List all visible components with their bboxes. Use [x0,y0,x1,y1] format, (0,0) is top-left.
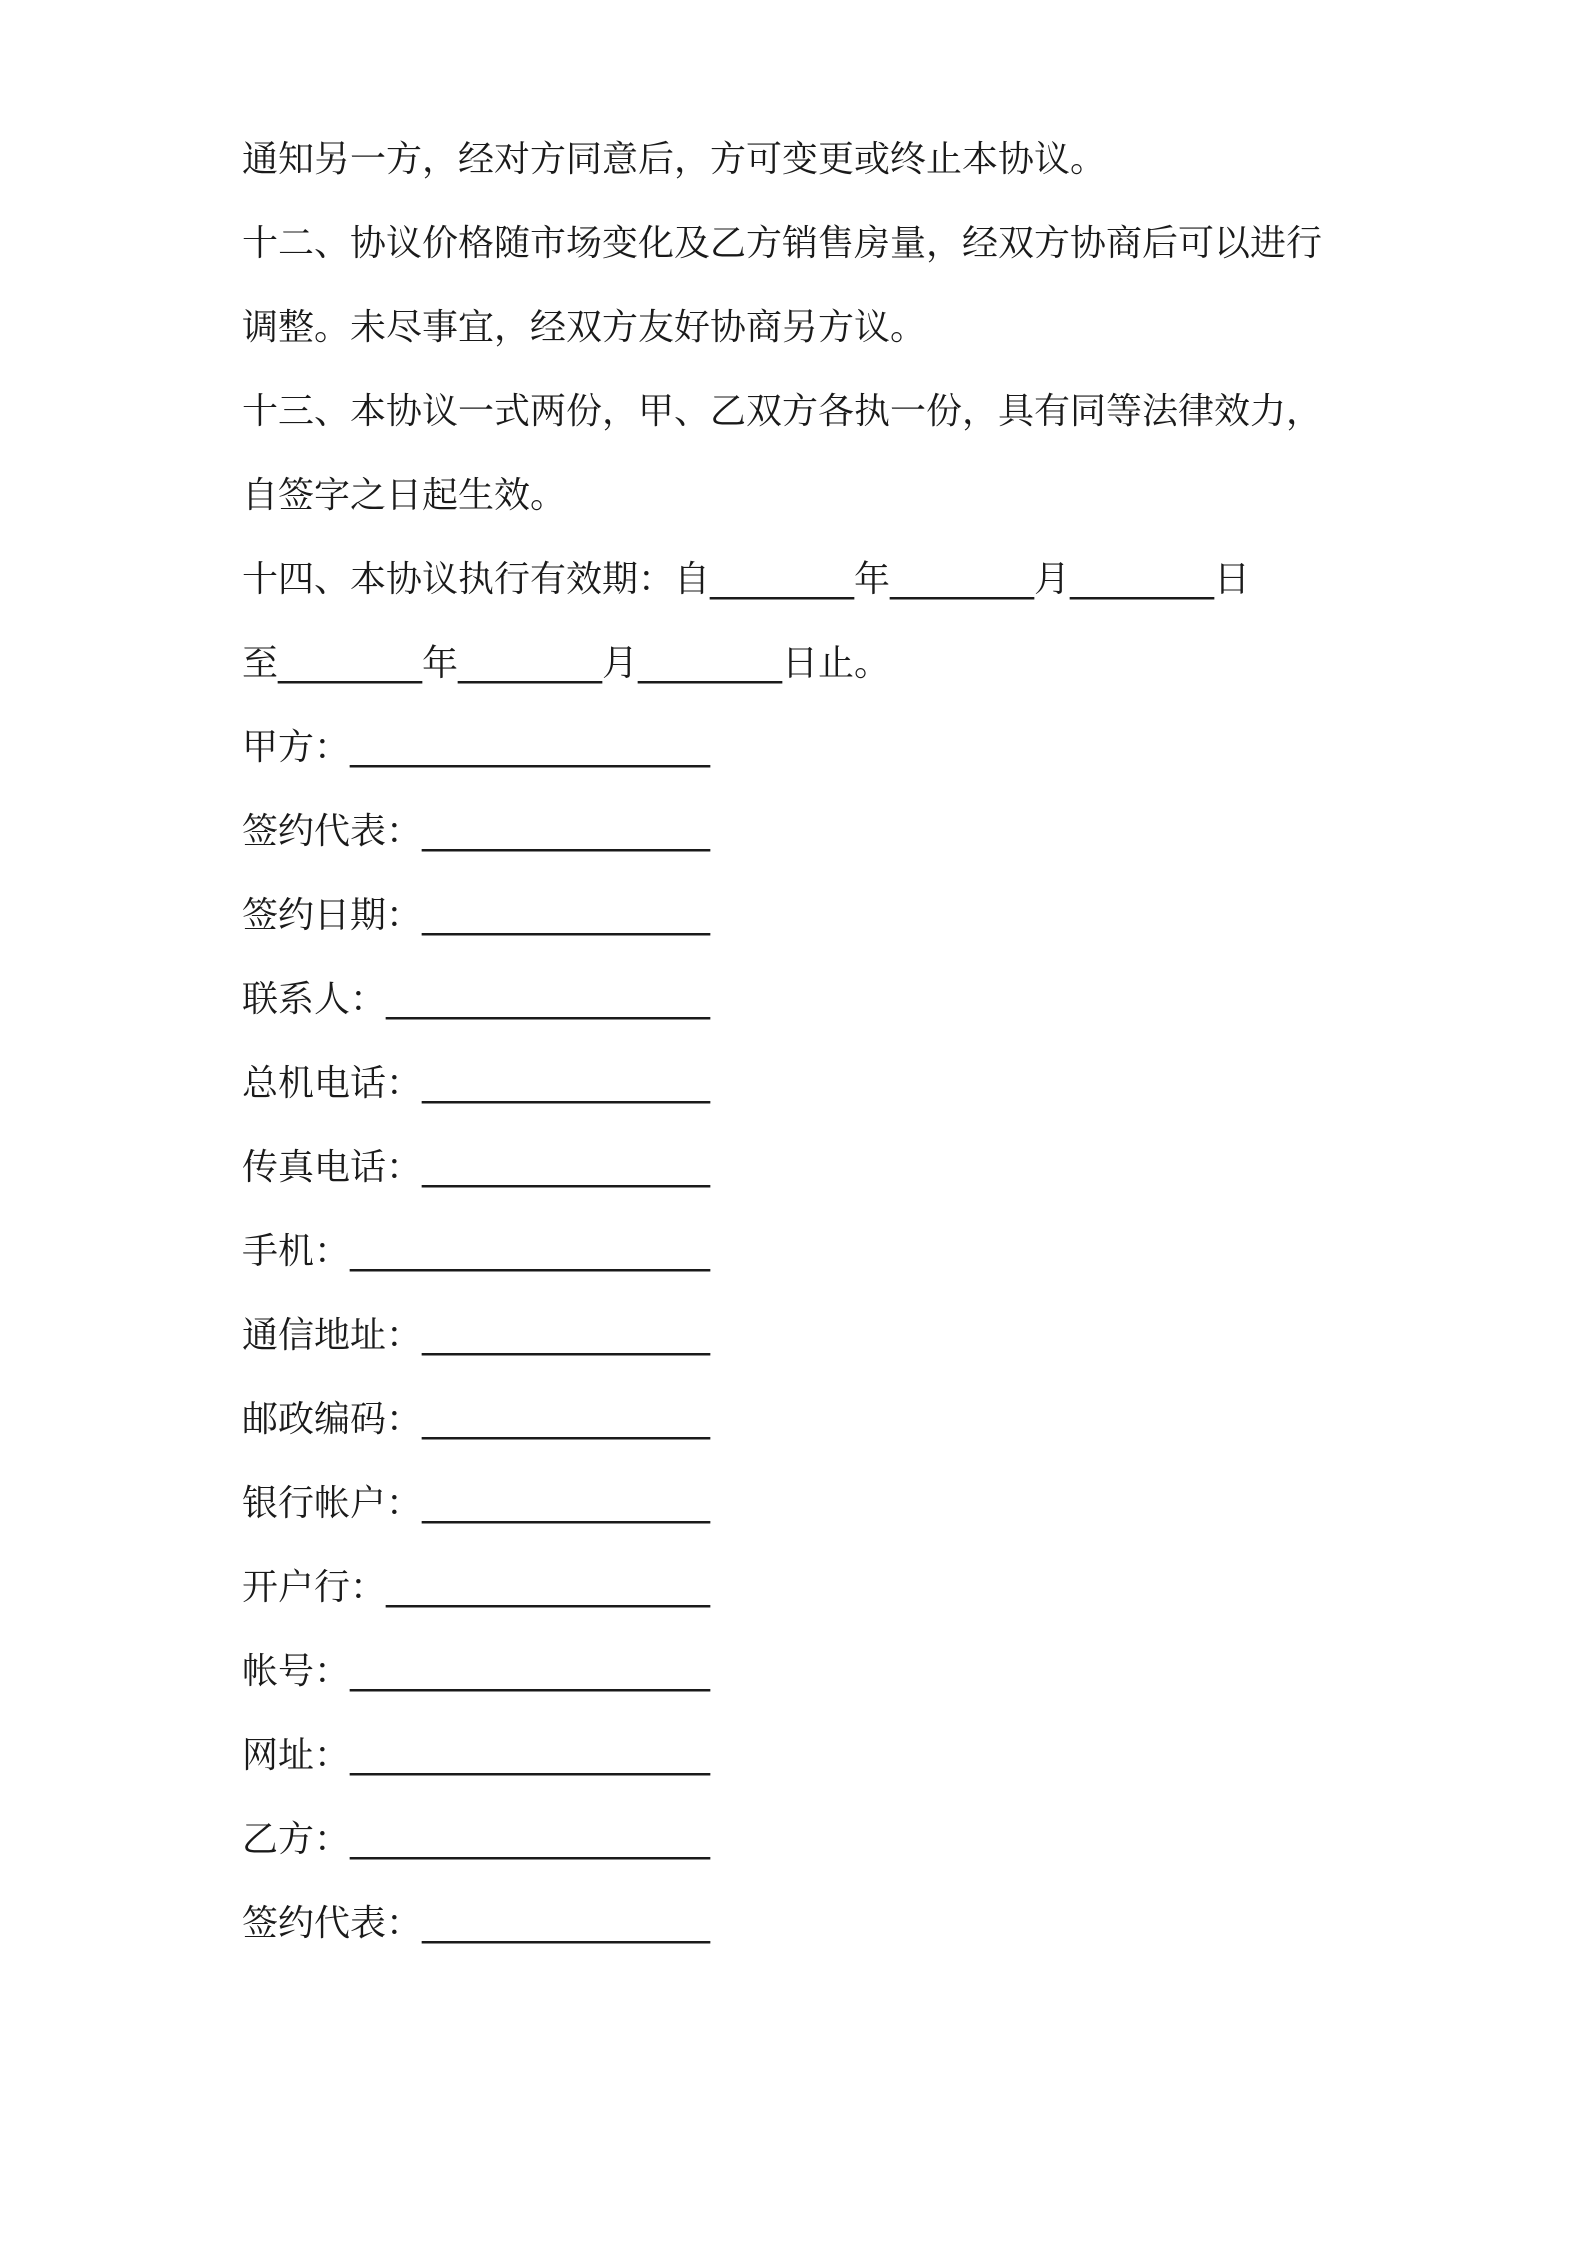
party-a-mobile-field: 手机：____________________ [242,1231,711,1272]
clause-13-line-2: 自签字之日起生效。 [242,475,567,516]
party-b-representative-field: 签约代表：________________ [242,1903,711,1944]
party-a-contact-field: 联系人：__________________ [242,979,711,1020]
party-a-bank-account-field: 银行帐户：________________ [242,1483,711,1524]
party-a-main-phone-field: 总机电话：________________ [242,1063,711,1104]
party-a-sign-date-field: 签约日期：________________ [242,895,711,936]
party-a-representative-field: 签约代表：________________ [242,811,711,852]
clause-14-line-1: 十四、本协议执行有效期：自________年________月________日 [242,559,1251,600]
party-a-bank-field: 开户行：__________________ [242,1567,711,1608]
clause-14-line-2: 至________年________月________日止。 [242,643,891,684]
party-a-address-field: 通信地址：________________ [242,1315,711,1356]
party-a-fax-field: 传真电话：________________ [242,1147,711,1188]
paragraph-line: 通知另一方，经对方同意后，方可变更或终止本协议。 [242,139,1107,180]
party-b-field: 乙方：____________________ [242,1819,711,1860]
party-a-website-field: 网址：____________________ [242,1735,711,1776]
party-a-field: 甲方：____________________ [242,727,711,768]
clause-12-line-1: 十二、协议价格随市场变化及乙方销售房量，经双方协商后可以进行 [242,223,1323,264]
clause-13-line-1: 十三、本协议一式两份，甲、乙双方各执一份，具有同等法律效力， [242,391,1323,432]
party-a-account-no-field: 帐号：____________________ [242,1651,711,1692]
clause-12-line-2: 调整。未尽事宜，经双方友好协商另方议。 [242,307,927,348]
party-a-postcode-field: 邮政编码：________________ [242,1399,711,1440]
